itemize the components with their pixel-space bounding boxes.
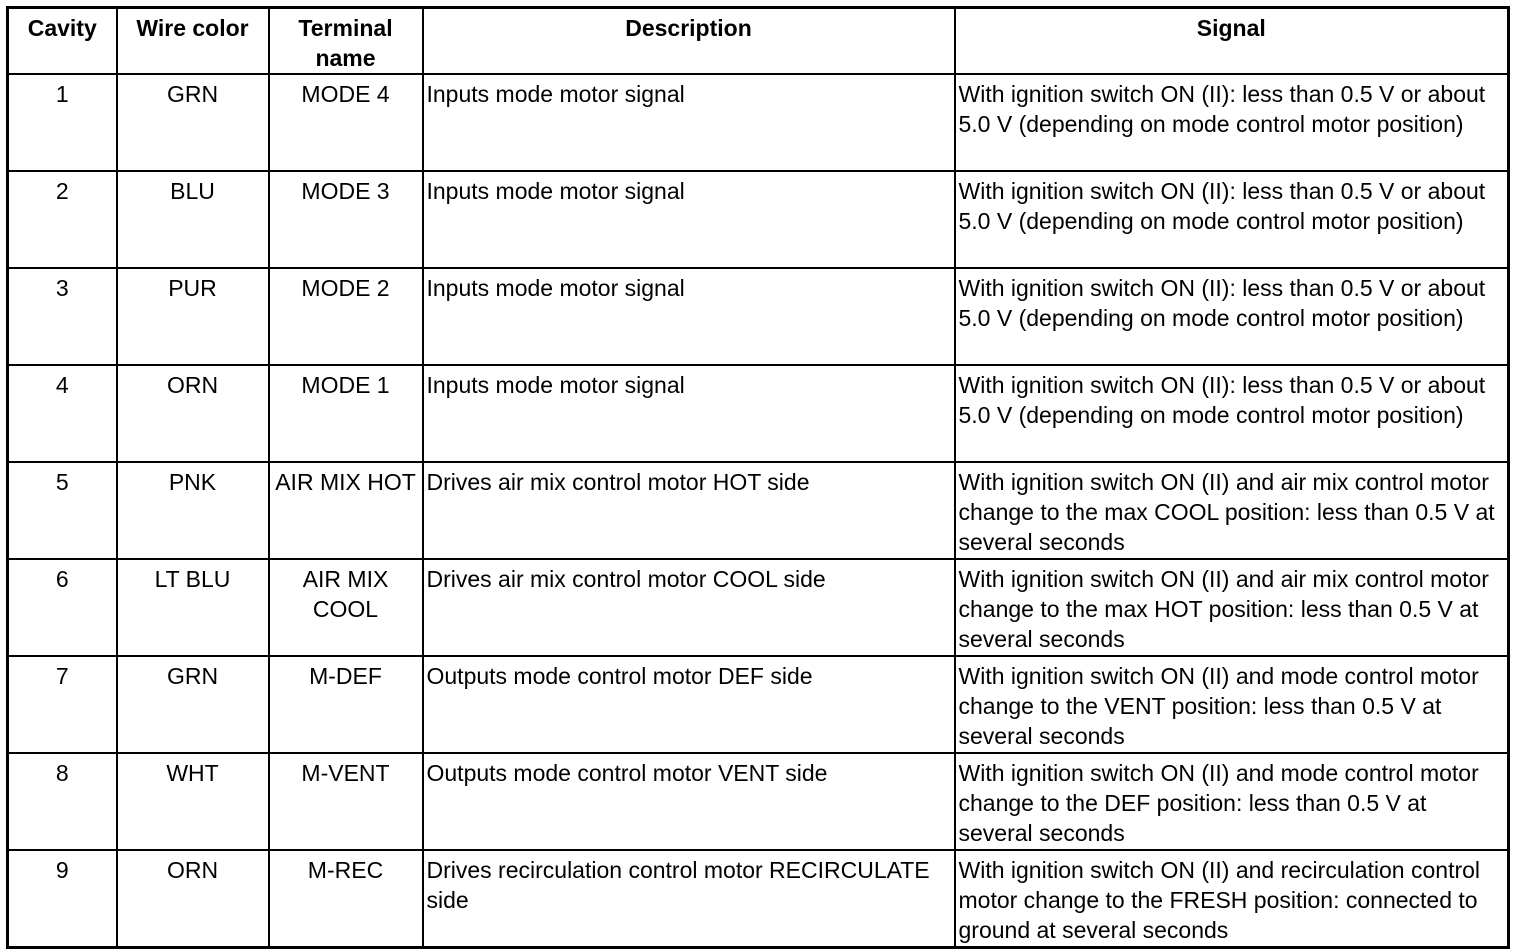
table-row bbox=[8, 462, 1509, 559]
cell-wire-color: ORN bbox=[117, 850, 269, 947]
cell-cavity: 8 bbox=[8, 753, 117, 850]
cell-cavity: 2 bbox=[8, 171, 117, 268]
table-row bbox=[8, 365, 1509, 462]
cell-terminal-name: MODE 1 bbox=[269, 365, 423, 462]
header-terminal-name: Terminal name bbox=[269, 8, 423, 75]
cell-signal: With ignition switch ON (II) and recirculation control motor change to the FRESH position: connected to ground at several seconds bbox=[955, 850, 1509, 947]
cell-cavity: 5 bbox=[8, 462, 117, 559]
cell-terminal-name: M-REC bbox=[269, 850, 423, 947]
cell-terminal-name: MODE 3 bbox=[269, 171, 423, 268]
cell-signal: With ignition switch ON (II): less than 0.5 V or about 5.0 V (depending on mode control motor position) bbox=[955, 74, 1509, 171]
cell-wire-color: GRN bbox=[117, 74, 269, 171]
cell-signal: With ignition switch ON (II): less than 0.5 V or about 5.0 V (depending on mode control motor position) bbox=[955, 268, 1509, 365]
cell-description: Drives air mix control motor HOT side bbox=[423, 462, 955, 559]
header-cavity: Cavity bbox=[8, 8, 117, 75]
table-row bbox=[8, 268, 1509, 365]
cell-wire-color: BLU bbox=[117, 171, 269, 268]
cell-cavity: 1 bbox=[8, 74, 117, 171]
table-row bbox=[8, 656, 1509, 753]
cell-description: Drives recirculation control motor RECIRCULATE side bbox=[423, 850, 955, 947]
cell-cavity: 4 bbox=[8, 365, 117, 462]
cell-cavity: 7 bbox=[8, 656, 117, 753]
cell-signal: With ignition switch ON (II) and air mix control motor change to the max COOL position: less than 0.5 V at several seconds bbox=[955, 462, 1509, 559]
cell-description: Outputs mode control motor DEF side bbox=[423, 656, 955, 753]
cell-signal: With ignition switch ON (II) and mode control motor change to the VENT position: less than 0.5 V at several seconds bbox=[955, 656, 1509, 753]
cell-description: Drives air mix control motor COOL side bbox=[423, 559, 955, 656]
cell-wire-color: ORN bbox=[117, 365, 269, 462]
cell-signal: With ignition switch ON (II): less than 0.5 V or about 5.0 V (depending on mode control motor position) bbox=[955, 365, 1509, 462]
cell-wire-color: LT BLU bbox=[117, 559, 269, 656]
cell-cavity: 6 bbox=[8, 559, 117, 656]
cell-description: Outputs mode control motor VENT side bbox=[423, 753, 955, 850]
cell-wire-color: PNK bbox=[117, 462, 269, 559]
cell-description: Inputs mode motor signal bbox=[423, 171, 955, 268]
table-row bbox=[8, 74, 1509, 171]
cell-description: Inputs mode motor signal bbox=[423, 365, 955, 462]
cell-cavity: 3 bbox=[8, 268, 117, 365]
cell-terminal-name: M-DEF bbox=[269, 656, 423, 753]
cell-wire-color: PUR bbox=[117, 268, 269, 365]
cell-signal: With ignition switch ON (II): less than 0.5 V or about 5.0 V (depending on mode control motor position) bbox=[955, 171, 1509, 268]
header-signal: Signal bbox=[955, 8, 1509, 75]
connector-terminal-table bbox=[6, 6, 1510, 949]
table-row bbox=[8, 850, 1509, 947]
cell-terminal-name: AIR MIX HOT bbox=[269, 462, 423, 559]
cell-signal: With ignition switch ON (II) and air mix control motor change to the max HOT position: less than 0.5 V at several seconds bbox=[955, 559, 1509, 656]
cell-signal: With ignition switch ON (II) and mode control motor change to the DEF position: less than 0.5 V at several seconds bbox=[955, 753, 1509, 850]
header-description: Description bbox=[423, 8, 955, 75]
cell-terminal-name: MODE 2 bbox=[269, 268, 423, 365]
table-row bbox=[8, 753, 1509, 850]
header-wire-color: Wire color bbox=[117, 8, 269, 75]
cell-cavity: 9 bbox=[8, 850, 117, 947]
cell-wire-color: GRN bbox=[117, 656, 269, 753]
cell-terminal-name: M-VENT bbox=[269, 753, 423, 850]
cell-description: Inputs mode motor signal bbox=[423, 74, 955, 171]
cell-description: Inputs mode motor signal bbox=[423, 268, 955, 365]
cell-terminal-name: MODE 4 bbox=[269, 74, 423, 171]
cell-terminal-name: AIR MIX COOL bbox=[269, 559, 423, 656]
table-header-row bbox=[8, 8, 1509, 75]
table-row bbox=[8, 559, 1509, 656]
cell-wire-color: WHT bbox=[117, 753, 269, 850]
table-row bbox=[8, 171, 1509, 268]
